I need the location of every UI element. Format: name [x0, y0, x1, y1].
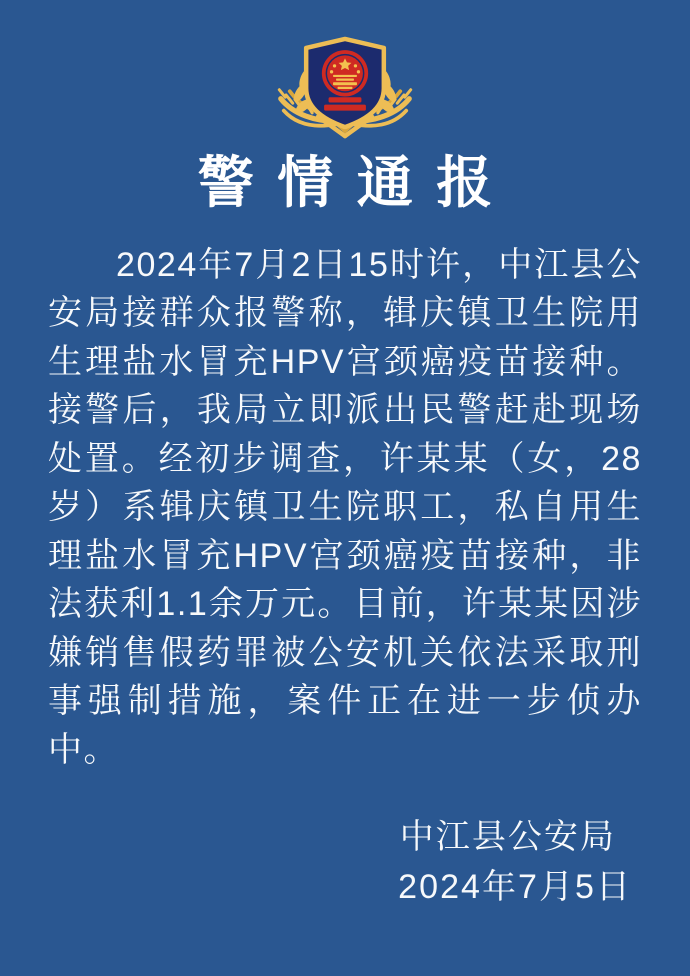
signature-date: 2024年7月5日 — [398, 868, 632, 907]
signature-agency: 中江县公安局 — [399, 818, 616, 857]
police-badge-icon — [270, 33, 420, 145]
notice-title: 警情通报 — [197, 150, 516, 216]
notice-body-text: 2024年7月2日15时许，中江县公安局接群众报警称，辑庆镇卫生院用生理盐水冒充HPV宫颈癌疫苗接种。接警后，我局立即派出民警赶赴现场处置。经初步调查，许某某（女，28岁）系辑庆镇卫生院职工，私自用生理盐水冒充HPV宫颈癌疫苗接种，非法获利1.1余万元。目前，许某某因涉嫌销售假药罪被公安机关依法采取刑事强制措施，案件正在进一步侦办中。 — [48, 245, 642, 769]
badge-container — [0, 0, 690, 145]
signature-block — [0, 812, 690, 912]
